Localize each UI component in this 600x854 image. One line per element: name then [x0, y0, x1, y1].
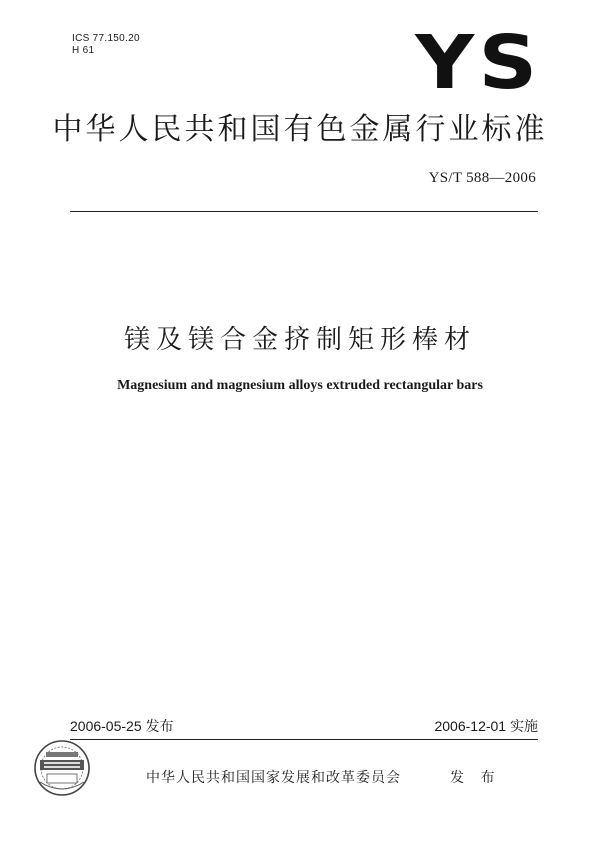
chinese-title: 镁及镁合金挤制矩形棒材: [123, 325, 476, 355]
standard-category-title: 中华人民共和国有色金属行业标准: [52, 112, 548, 147]
publisher-name: 中华人民共和国国家发展和改革委员会: [146, 770, 401, 786]
implementation-date: 2006-12-01 实施: [434, 718, 538, 734]
standard-number: YS/T 588—2006: [428, 170, 536, 186]
footer-divider: [70, 739, 538, 740]
english-title: Magnesium and magnesium alloys extruded rectangular bars: [117, 378, 483, 393]
ics-code: ICS 77.150.20: [72, 33, 140, 44]
publish-label: 发 布: [450, 770, 501, 786]
header-divider: [70, 211, 538, 212]
anti-counterfeit-seal-icon: [30, 738, 94, 798]
ys-logo: YS: [415, 20, 542, 106]
issue-date: 2006-05-25 发布: [70, 718, 174, 734]
clc-code: H 61: [72, 45, 95, 56]
